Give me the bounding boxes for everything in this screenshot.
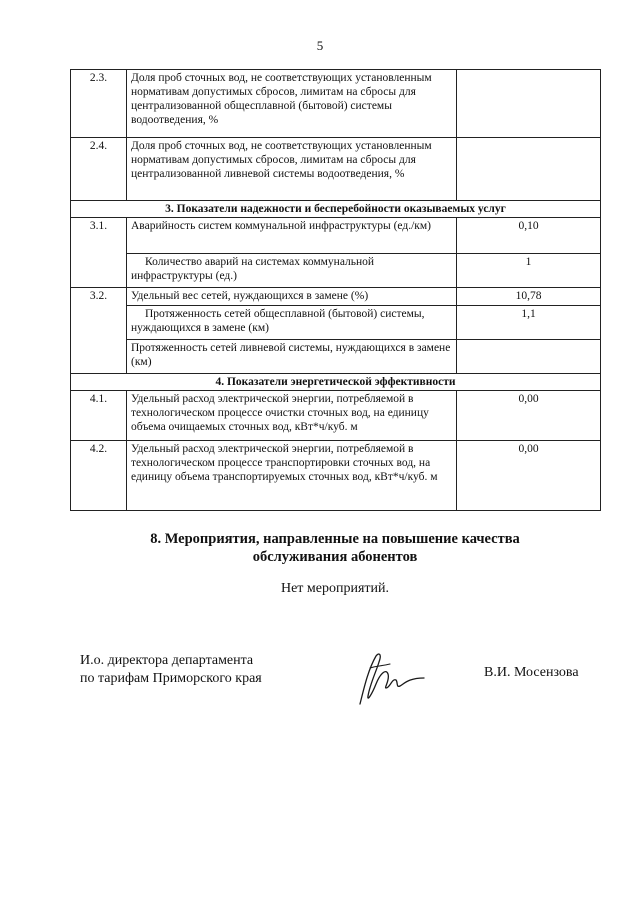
row-number: 4.1. bbox=[71, 391, 127, 441]
row-number: 2.3. bbox=[71, 70, 127, 138]
row-number: 3.2. bbox=[71, 288, 127, 374]
table-row bbox=[71, 138, 601, 201]
indicator-name: Протяженность сетей общесплавной (бытовой) системы, нуждающихся в замене (км) bbox=[127, 306, 457, 340]
row-number: 3.1. bbox=[71, 218, 127, 288]
table-row bbox=[71, 254, 601, 288]
indicator-name: Удельный расход электрической энергии, потребляемой в технологическом процессе очистки сточных вод, на единицу объема очищаемых сточных вод, кВт*ч/куб. м bbox=[127, 391, 457, 441]
signatory-position bbox=[80, 652, 262, 688]
section-row bbox=[71, 201, 601, 218]
row-number: 2.4. bbox=[71, 138, 127, 201]
indicators-table bbox=[70, 69, 601, 511]
section-8-heading-line: обслуживания абонентов bbox=[252, 549, 418, 565]
table-row bbox=[71, 391, 601, 441]
indicator-value: 0,00 bbox=[457, 391, 601, 441]
page-number: 5 bbox=[316, 38, 324, 53]
table-row bbox=[71, 441, 601, 511]
section-title: 3. Показатели надежности и бесперебойности оказываемых услуг bbox=[71, 201, 601, 218]
indicator-name: Количество аварий на системах коммунальной инфраструктуры (ед.) bbox=[127, 254, 457, 288]
section-8-heading-line: 8. Мероприятия, направленные на повышение качества bbox=[150, 531, 520, 547]
table-row bbox=[71, 218, 601, 254]
indicator-value: 1,1 bbox=[457, 306, 601, 340]
section-8-heading bbox=[0, 530, 640, 566]
handwritten-signature bbox=[346, 648, 426, 712]
table-row bbox=[71, 306, 601, 340]
signer-name: В.И. Мосензова bbox=[484, 665, 579, 680]
indicator-value: 10,78 bbox=[457, 288, 601, 306]
table-row bbox=[71, 288, 601, 306]
indicator-value bbox=[457, 340, 601, 374]
indicator-name: Доля проб сточных вод, не соответствующих установленным нормативам допустимых сбросов, лимитам на сбросы для централизованной ливневой системы водоотведения, % bbox=[127, 138, 457, 201]
no-measures-text: Нет мероприятий. bbox=[280, 581, 390, 596]
indicator-name: Удельный вес сетей, нуждающихся в замене (%) bbox=[127, 288, 457, 306]
signatory-position-line: по тарифам Приморского края bbox=[80, 671, 262, 686]
indicator-value: 0,00 bbox=[457, 441, 601, 511]
table-row bbox=[71, 70, 601, 138]
indicator-value bbox=[457, 70, 601, 138]
indicator-name: Доля проб сточных вод, не соответствующих установленным нормативам допустимых сбросов, лимитам на сбросы для централизованной общесплавной (бытовой) системы водоотведения, % bbox=[127, 70, 457, 138]
indicator-name: Удельный расход электрической энергии, потребляемой в технологическом процессе транспортировки сточных вод, на единицу объема транспортируемых сточных вод, кВт*ч/куб. м bbox=[127, 441, 457, 511]
signatory-position-line: И.о. директора департамента bbox=[80, 653, 254, 668]
section-row bbox=[71, 374, 601, 391]
indicator-name: Аварийность систем коммунальной инфраструктуры (ед./км) bbox=[127, 218, 457, 254]
row-number: 4.2. bbox=[71, 441, 127, 511]
indicator-value: 0,10 bbox=[457, 218, 601, 254]
section-title: 4. Показатели энергетической эффективности bbox=[71, 374, 601, 391]
table-row bbox=[71, 340, 601, 374]
indicator-value: 1 bbox=[457, 254, 601, 288]
indicator-value bbox=[457, 138, 601, 201]
indicator-name: Протяженность сетей ливневой системы, нуждающихся в замене (км) bbox=[127, 340, 457, 374]
